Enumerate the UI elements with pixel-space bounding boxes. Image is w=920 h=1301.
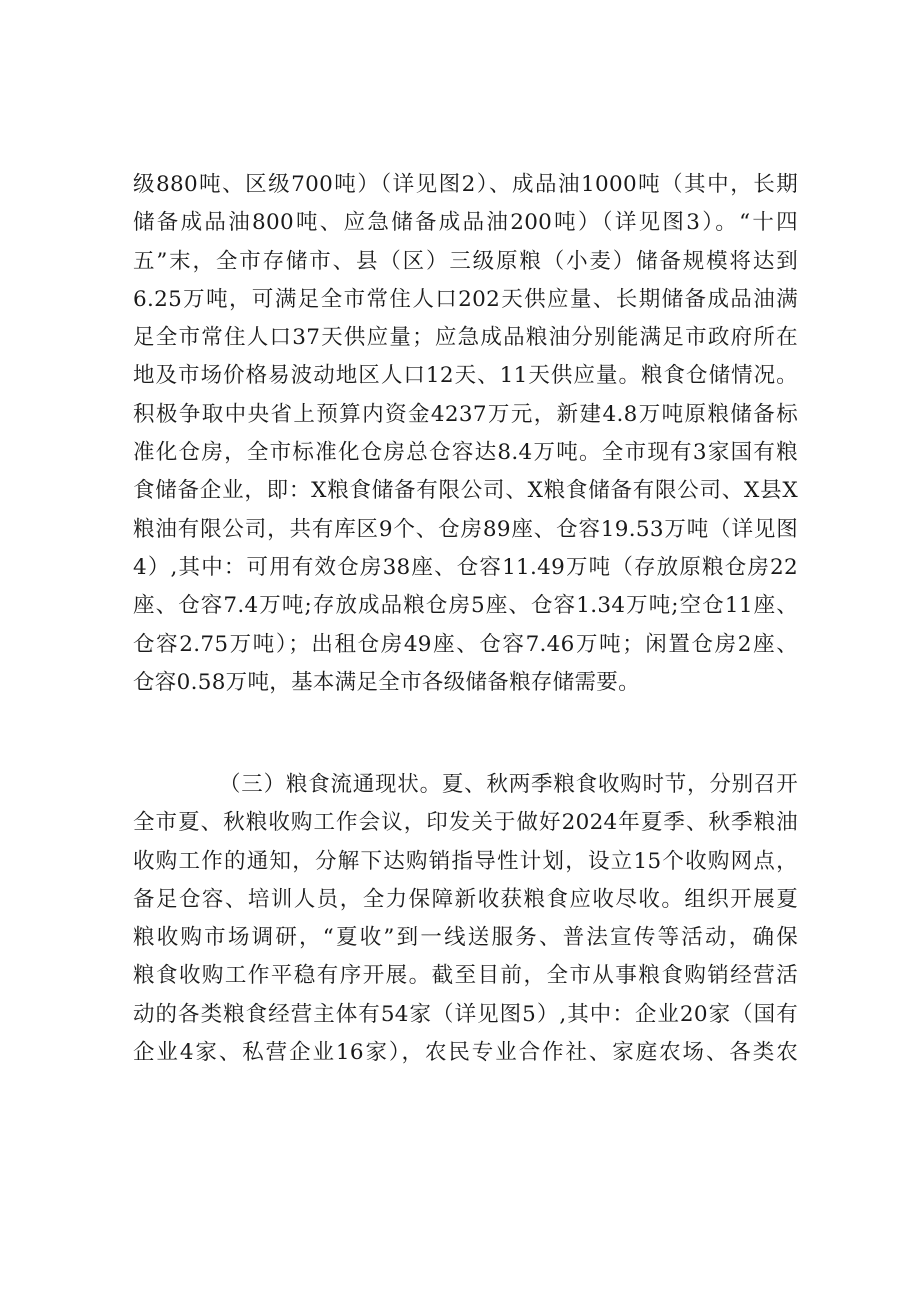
paragraph-grain-circulation bbox=[133, 766, 798, 1072]
text-line: 企业4家、私营企业16家），农民专业合作社、家庭农场、各类农 bbox=[133, 1040, 798, 1066]
text-line: 全市夏、秋粮收购工作会议，印发关于做好2024年夏季、秋季粮油 bbox=[133, 810, 798, 836]
text-line: 准化仓房，全市标准化仓房总仓容达8.4万吨。全市现有3家国有粮 bbox=[133, 440, 798, 466]
text-line: 足全市常住人口37天供应量；应急成品粮油分别能满足市政府所在 bbox=[133, 325, 798, 351]
section-heading-line: （三）粮食流通现状。夏、秋两季粮食收购时节，分别召开 bbox=[219, 772, 798, 797]
text-line: 仓容0.58万吨，基本满足全市各级储备粮存储需要。 bbox=[133, 669, 640, 695]
text-line: 仓容2.75万吨）；出租仓房49座、仓容7.46万吨；闲置仓房2座、 bbox=[133, 631, 798, 657]
text-line: 6.25万吨，可满足全市常住人口202天供应量、长期储备成品油满 bbox=[133, 286, 798, 312]
text-line: 地及市场价格易波动地区人口12天、11天供应量。粮食仓储情况。 bbox=[133, 363, 798, 389]
text-line: 五”末，全市存储市、县（区）三级原粮（小麦）储备规模将达到 bbox=[133, 248, 798, 274]
text-line: 积极争取中央省上预算内资金4237万元，新建4.8万吨原粮储备标 bbox=[133, 401, 798, 427]
text-line: 收购工作的通知，分解下达购销指导性计划，设立15个收购网点， bbox=[133, 848, 798, 874]
text-line: 级880吨、区级700吨）（详见图2）、成品油1000吨（其中，长期 bbox=[133, 172, 798, 197]
paragraph-grain-reserves bbox=[133, 166, 798, 702]
text-line: 4）,其中：可用有效仓房38座、仓容11.49万吨（存放原粮仓房22 bbox=[133, 554, 798, 580]
text-line: 储备成品油800吨、应急储备成品油200吨）（详见图3）。“十四 bbox=[133, 210, 798, 236]
text-line: 动的各类粮食经营主体有54家（详见图5）,其中：企业20家（国有 bbox=[133, 1001, 798, 1027]
text-line: 粮油有限公司，共有库区9个、仓房89座、仓容19.53万吨（详见图 bbox=[133, 516, 798, 542]
text-line: 座、仓容7.4万吨;存放成品粮仓房5座、仓容1.34万吨;空仓11座、 bbox=[133, 593, 798, 619]
text-line: 备足仓容、培训人员，全力保障新收获粮食应收尽收。组织开展夏 bbox=[133, 886, 798, 912]
text-line: 食储备企业，即：X粮食储备有限公司、X粮食储备有限公司、X县X bbox=[133, 478, 798, 504]
text-line: 粮收购市场调研，“夏收”到一线送服务、普法宣传等活动，确保 bbox=[133, 925, 798, 951]
text-line: 粮食收购工作平稳有序开展。截至目前，全市从事粮食购销经营活 bbox=[133, 963, 798, 989]
